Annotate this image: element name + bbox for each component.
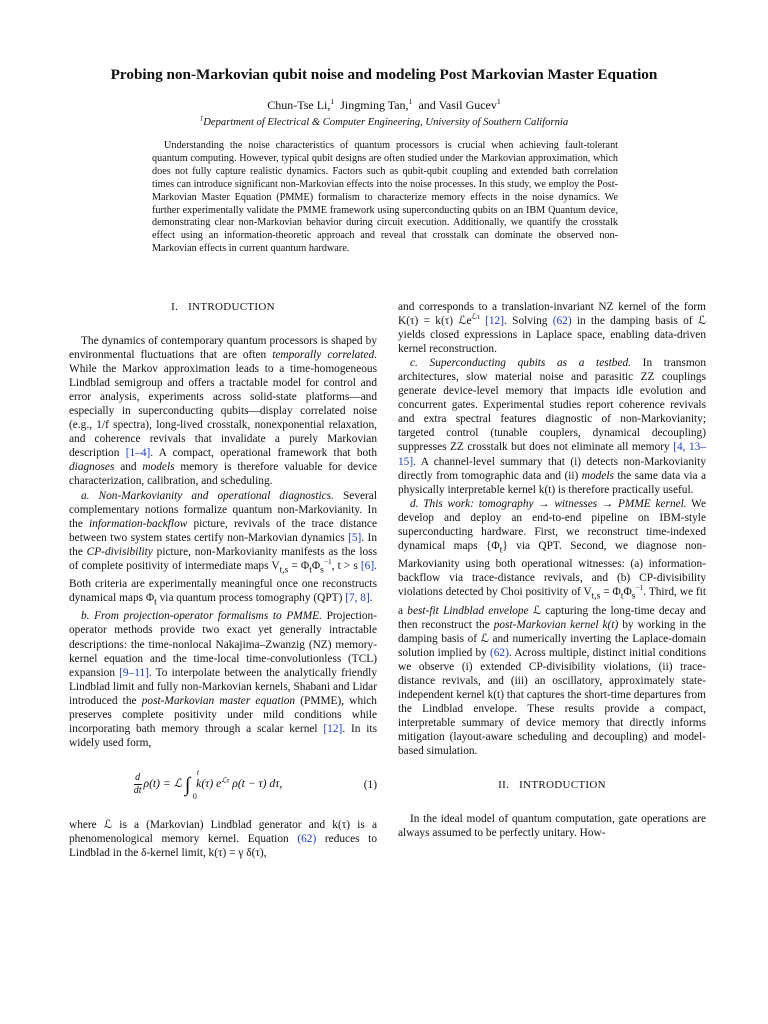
left-column — [69, 300, 377, 860]
subscript: t,s — [591, 591, 601, 602]
integral-lower-limit: 0 — [192, 791, 197, 801]
text-run: . Third, we fit a — [398, 586, 706, 617]
text-run: . — [369, 592, 373, 605]
citation-link[interactable]: [9–11] — [119, 666, 149, 679]
author-affiliation-mark: 1 — [330, 97, 335, 106]
paragraph — [398, 356, 706, 496]
equation-rhs: k(τ) e — [196, 777, 222, 791]
emphasis: information-backflow — [89, 517, 188, 530]
fraction-denominator: dt — [133, 785, 142, 797]
paragraph-lead: a. Non-Markovianity and operational diagnostics. — [81, 489, 334, 502]
author-list — [40, 98, 728, 113]
paper-title: Probing non-Markovian qubit noise and modeling Post Markovian Master Equation — [110, 66, 658, 83]
emphasis: diagnoses — [69, 461, 115, 474]
text-run: Several complementary notions formalize quantum non-Markovianity. In the — [69, 489, 377, 530]
section-number: II. — [498, 779, 510, 792]
text-run: Φ — [623, 586, 632, 599]
section-title: INTRODUCTION — [188, 301, 275, 313]
text-run: and — [114, 461, 143, 474]
citation-link[interactable]: [12] — [485, 315, 505, 328]
superscript: −1 — [323, 556, 332, 566]
text-run: the same data via a physically interpretable kernel k(t) is therefore practically useful. — [398, 469, 706, 496]
text-run: We develop and deploy an end-to-end pipeline on IBM-style superconducting hardware. First, we reconstruct time-indexed dynamical maps {Φ — [398, 497, 706, 552]
text-run: . In the — [69, 531, 377, 558]
text-run: ℒ capturing the long-time decay and then reconstruct the — [398, 604, 706, 631]
text-run: } via QPT. Second, we diagnose non-Markovianity using both operational witnesses: (a) information-backflow via trace-distance revivals, and (b) CP-divisibility violations detected by Choi positivity of V — [398, 539, 706, 599]
emphasis: models — [142, 461, 175, 474]
emphasis: CP-divisibility — [86, 545, 153, 558]
subscript: s — [320, 565, 324, 576]
paragraph-lead: c. Superconducting qubits as a testbed. — [410, 357, 632, 370]
subscript: t,s — [279, 565, 289, 576]
affiliation — [40, 117, 728, 128]
text-run: = Φ — [288, 559, 310, 572]
emphasis: post-Markovian master equation — [141, 694, 296, 707]
fraction-numerator: d — [135, 772, 141, 784]
paragraph — [69, 818, 377, 860]
equation-ref-link[interactable]: (62) — [297, 832, 317, 845]
section-title: INTRODUCTION — [519, 779, 606, 792]
equation-exponent: ℒτ — [221, 775, 230, 785]
author-name: Chun-Tse Li, — [267, 98, 331, 112]
text-run: Φ — [311, 559, 321, 572]
text-run: by working in the damping basis of ℒ and numerically inverting the Laplace-domain solution implied by — [398, 618, 707, 659]
paragraph-lead: d. This work: tomography → witnesses → PMME kernel. — [410, 497, 687, 510]
affiliation-text: Department of Electrical & Computer Engineering, University of Southern California — [203, 117, 569, 128]
text-run: In transmon architectures, slow material noise and parasitic ZZ couplings generate device-level memory that impacts idle evolution and concurrent gates. Experimental studies report coherence revivals and extra spectral features diagnostic of non-Markovianity; targeted control (tunable couplers, dynamical decoupling) suppresses ZZ crosstalk but does not eliminate all memory — [398, 357, 706, 454]
text-run: , t > s — [331, 559, 361, 572]
text-run: . A compact, operational framework that both — [150, 447, 378, 460]
equation-rhs: ρ(t − τ) dτ, — [229, 777, 283, 791]
author-affiliation-mark: 1 — [408, 97, 413, 106]
derivative-fraction — [134, 772, 142, 797]
author-name: Jingming Tan, — [340, 98, 409, 112]
citation-link[interactable]: [4, 13–15] — [398, 441, 707, 468]
equation-ref-link[interactable]: (62) — [489, 646, 509, 659]
citation-link[interactable]: [1–4] — [125, 447, 151, 460]
text-run: . Both criteria are experimentally meaningful once one reconstructs dynamical maps Φ — [69, 559, 377, 605]
paragraph — [398, 812, 706, 840]
paragraph — [69, 609, 377, 749]
citation-link[interactable]: [7, 8] — [345, 592, 370, 605]
text-run: (PMME), which preserves complete positivity under mild conditions while incorporating bath memory through a scalar kernel — [69, 694, 377, 735]
citation-link[interactable]: [12] — [323, 722, 343, 735]
author-name: and Vasil Gucev — [418, 98, 497, 112]
text-run: where ℒ is a (Markovian) Lindblad generator and k(τ) is a phenomenological memory kernel. Equation — [69, 818, 377, 845]
text-run: picture, revivals of the trace distance between two system states certify non-Markovian dynamics — [69, 517, 377, 544]
text-run: via quantum process tomography (QPT) — [156, 592, 346, 605]
superscript: −1 — [635, 583, 644, 593]
subscript: t — [309, 565, 312, 576]
text-run: . Solving — [504, 315, 553, 328]
equation — [69, 767, 347, 801]
paragraph — [69, 334, 377, 489]
text-run: . While the Markov approximation leads to a time-homogeneous Lindblad semigroup and offers a tractable model for control and error analysis, experiments across solid-state platforms—and especially in superconducting qubits—display correlated noise (e.g., 1/f spectra), long-lived crosstalk, nonexponential relaxation, and coherence revivals that invalidate a purely Markovian description — [69, 349, 377, 460]
section-heading — [69, 300, 377, 314]
subscript: t — [154, 597, 157, 608]
text-run: In the ideal model of quantum computation, gate operations are always assumed to be perfectly unitary. How- — [398, 813, 706, 840]
integral-sign: ∫ t 0 — [185, 774, 190, 796]
subscript: s — [631, 591, 636, 602]
citation-link[interactable]: [5] — [348, 531, 362, 544]
paragraph — [398, 497, 706, 758]
text-run: memory is therefore valuable for device characterization, calibration, and scheduling. — [69, 461, 377, 488]
equation-ref-link[interactable]: (62) — [552, 315, 572, 328]
text-run: Projection-operator methods provide two exact yet generally intractable descriptions: the time-nonlocal Nakajima–Zwanzig (NZ) memory-kernel equation and the time-local time-convolutionless (TCL) expansion — [69, 610, 377, 679]
text-run: picture, non-Markovianity manifests as the loss of complete positivity of intermediate maps V — [69, 545, 377, 572]
text-run: . In its widely used form, — [69, 722, 377, 749]
subscript: t — [620, 591, 624, 602]
emphasis: best-fit Lindblad envelope — [407, 604, 529, 617]
emphasis: post-Markovian kernel k(t) — [493, 618, 619, 631]
paragraph — [398, 300, 706, 356]
author-affiliation-mark: 1 — [496, 97, 501, 106]
text-run: = Φ — [600, 586, 621, 599]
text-run: in the damping basis of ℒ yields closed expressions in Laplace space, enabling data-driven kernel reconstruction. — [398, 315, 707, 356]
emphasis: models — [581, 469, 614, 482]
equation-lhs: ρ(t) = ℒ — [143, 777, 182, 791]
equation-number: (1) — [363, 778, 377, 791]
subscript: t — [499, 545, 503, 556]
paragraph — [69, 489, 377, 610]
superscript: ℒτ — [471, 312, 480, 322]
right-column — [398, 300, 706, 840]
emphasis: temporally correlated — [272, 349, 375, 362]
citation-link[interactable]: [6] — [360, 559, 375, 572]
integral-upper-limit: t — [196, 767, 200, 777]
paragraph-lead: b. From projection-operator formalisms to PMME. — [81, 610, 322, 623]
abstract: Understanding the noise characteristics of quantum processors is crucial when achieving fault-tolerant quantum computing. However, typical qubit designs are often studied under the Markovian approximation, which does not fully capture realistic dynamics. Factors such as qubit-qubit coupling and extended bath correlation times can introduce significant non-Markovian effects into the noise processes. In this study, we employ the Post-Markovian Master Equation (PMME) formalism to characterize memory effects in the noise dynamics. We further experimentally validate the PMME framework using superconducting qubits on an IBM Quantum device, demonstrating clear non-Markovian behavior during circuit execution. Additionally, we quantify the crosstalk effect using an information-theoretic approach and reveal that crosstalk can dominate the observed non-Markovian effects in current quantum hardware. — [152, 140, 618, 255]
text-run: The dynamics of contemporary quantum processors is shaped by environmental fluctuations that are often — [69, 335, 377, 362]
text-run: . A channel-level summary that (i) detects non-Markovianity directly from tomographic data and (ii) — [398, 455, 706, 482]
text-run: . Across multiple, distinct initial conditions we observe (i) extended CP-divisibility violations, (ii) trace-distance revivals, and (iii) an oscillatory, approximately state-independent kernel k(t) that captures the short-time departures from the Lindblad envelope. These results provide a compact, interpretable summary of device memory that directly informs mitigation (layout-aware scheduling and decoupling) and model-based simulation. — [398, 646, 706, 757]
section-number: I. — [171, 301, 179, 313]
equation-block — [69, 758, 377, 812]
section-heading — [398, 778, 706, 792]
text-run: reduces to Lindblad in the δ-kernel limit, k(τ) = γ δ(τ), — [69, 832, 377, 859]
text-run: and corresponds to a translation-invariant NZ kernel of the form K(τ) = k(τ) ℒe — [398, 301, 706, 328]
text-run: . To interpolate between the analytically friendly Lindblad limit and fully non-Markovian kernels, Shabani and Lidar introduced the — [69, 666, 377, 707]
affiliation-mark: 1 — [199, 115, 204, 123]
